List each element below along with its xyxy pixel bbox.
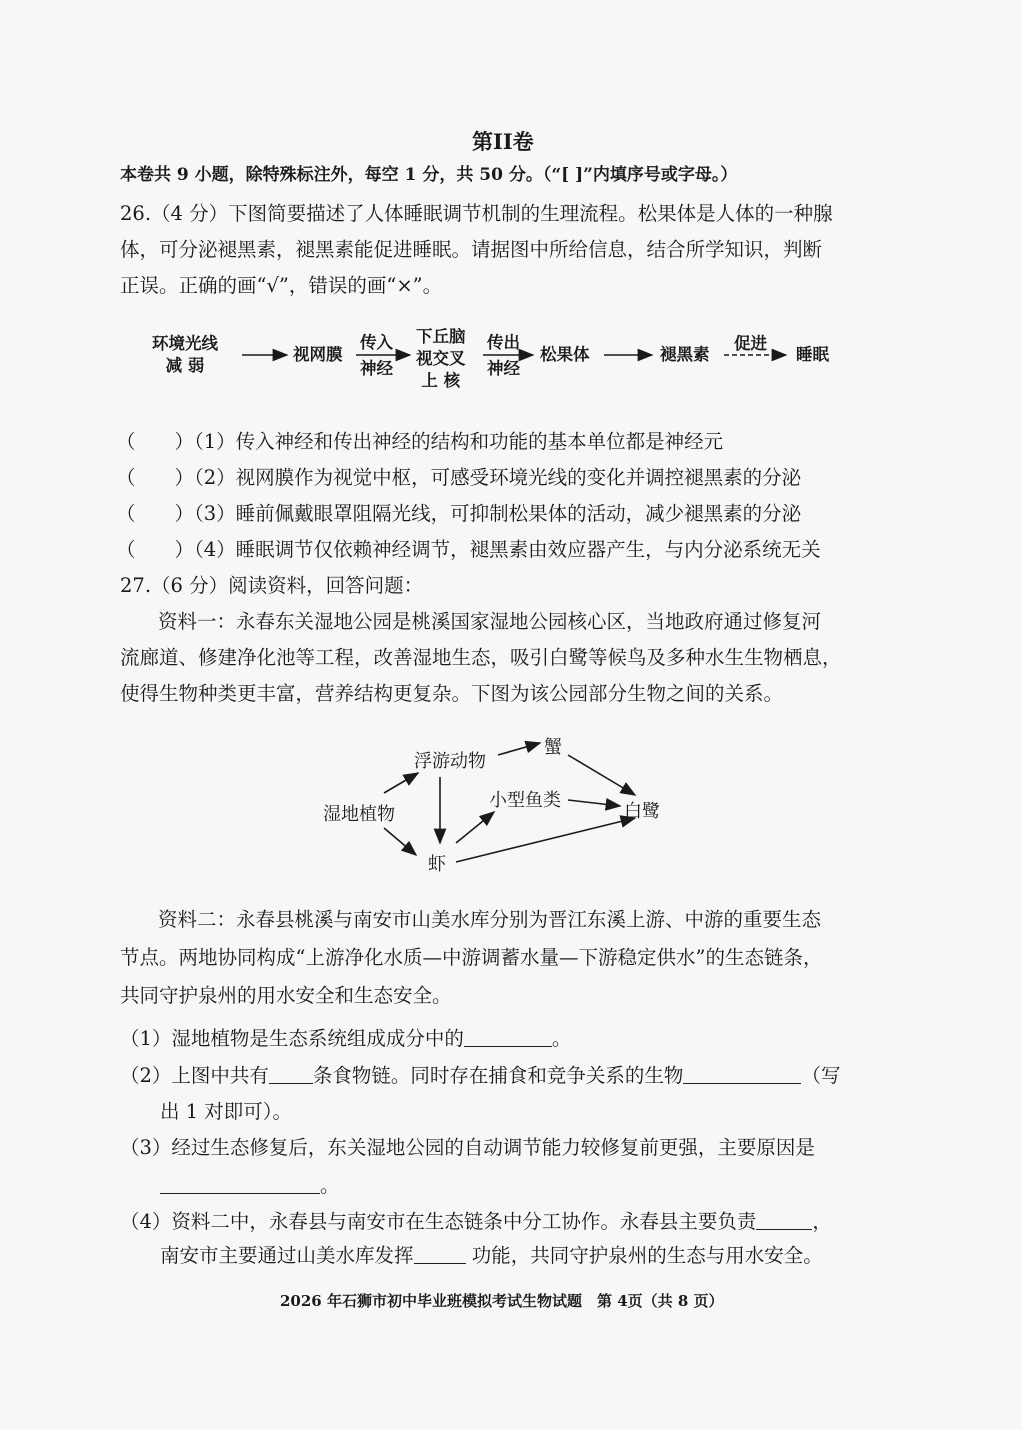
answer-paren[interactable]: （ ）	[116, 538, 195, 561]
fw-zooplankton-crab	[498, 743, 540, 755]
q27-material1-line1: 资料一：永春东关湿地公园是桃溪国家湿地公园核心区，当地政府通过修复河	[158, 610, 822, 633]
q26-item-1-text: （1）传入神经和传出神经的结构和功能的基本单位都是神经元	[194, 430, 724, 453]
page-footer: 2026 年石狮市初中毕业班模拟考试生物试题 第 4页（共 8 页）	[280, 1292, 724, 1310]
q27-sub1	[120, 1023, 571, 1051]
flow-node-retina: 视网膜	[293, 345, 343, 364]
section-title: 第II卷	[472, 129, 534, 154]
q27-material2-line3: 共同守护泉州的用水安全和生态安全。	[120, 984, 452, 1007]
q27-sub3-line2	[160, 1170, 340, 1198]
flow-node-melatonin: 褪黑素	[660, 345, 710, 364]
answer-blank[interactable]	[464, 1028, 552, 1047]
q27-sub4-line2-text: 南安市主要通过山美水库发挥	[160, 1244, 414, 1267]
flow-edge-efferent-line2: 神经	[487, 359, 520, 378]
flow-edge-afferent-nerve	[360, 332, 393, 380]
q27-sub4-line1	[120, 1206, 832, 1234]
flow-node-sleep: 睡眠	[796, 345, 829, 364]
flow-node-hypothalamus-line3: 上 核	[421, 371, 461, 390]
q26-line2: 体，可分泌褪黑素，褪黑素能促进睡眠。请据图中所给信息，结合所学知识，判断	[120, 238, 823, 261]
fw-node-fish: 小型鱼类	[489, 790, 561, 811]
fw-fish-egret	[568, 800, 620, 806]
flow-node-hypothalamus-line1: 下丘脑	[416, 327, 466, 346]
q26-item-4-text: （4）睡眠调节仅依赖神经调节，褪黑素由效应器产生，与内分泌系统无关	[194, 538, 821, 561]
fw-plant-zooplankton	[384, 773, 418, 793]
q27-sub4-line2-end: 功能，共同守护泉州的生态与用水安全。	[465, 1244, 823, 1267]
q27-material1-line2: 流廊道、修建净化池等工程，改善湿地生态，吸引白鹭等候鸟及多种水生生物栖息，	[120, 646, 842, 669]
q27-material1-line3: 使得生物种类更丰富，营养结构更复杂。下图为该公园部分生物之间的关系。	[120, 682, 784, 705]
fw-node-plant: 湿地植物	[323, 804, 395, 825]
flow-node-pineal: 松果体	[540, 345, 590, 364]
flow-edge-afferent-line2: 神经	[360, 359, 393, 378]
answer-blank[interactable]	[414, 1245, 466, 1264]
q27-sub2-mid: 条食物链。同时存在捕食和竞争关系的生物	[312, 1064, 684, 1087]
flow-edge-afferent-line1: 传入	[360, 333, 393, 352]
q26-item-4	[116, 534, 821, 562]
flow-node-hypothalamus	[416, 326, 466, 392]
flow-edge-efferent-nerve	[487, 332, 520, 380]
q27-sub1-end: 。	[551, 1027, 572, 1050]
q27-sub2-end: （写	[801, 1064, 841, 1087]
answer-paren[interactable]: （ ）	[116, 430, 195, 453]
fw-node-crab: 蟹	[544, 737, 562, 758]
q27-sub4-line2	[160, 1240, 823, 1268]
answer-paren[interactable]: （ ）	[116, 466, 195, 489]
q26-line3: 正误。正确的画“√”，错误的画“×”。	[120, 274, 443, 297]
fw-node-egret: 白鹭	[624, 801, 660, 822]
answer-blank[interactable]	[269, 1065, 313, 1084]
fw-shrimp-fish	[456, 812, 494, 843]
q27-material2-line1: 资料二：永春县桃溪与南安市山美水库分别为晋江东溪上游、中游的重要生态	[158, 908, 822, 931]
q27-intro: 27.（6 分）阅读资料，回答问题：	[120, 574, 424, 597]
q26-item-1	[116, 426, 723, 454]
flow-edge-efferent-line1: 传出	[487, 333, 520, 352]
flow-node-light-line2: 减 弱	[165, 356, 205, 375]
q26-item-2-text: （2）视网膜作为视觉中枢，可感受环境光线的变化并调控褪黑素的分泌	[194, 466, 802, 489]
q27-sub3-line1: （3）经过生态修复后，东关湿地公园的自动调节能力较修复前更强，主要原因是	[120, 1136, 815, 1159]
q26-item-3	[116, 498, 801, 526]
fw-plant-shrimp	[384, 828, 416, 855]
answer-blank[interactable]	[756, 1211, 812, 1230]
q27-sub1-text: （1）湿地植物是生态系统组成成分中的	[120, 1027, 464, 1050]
section-instructions: 本卷共 9 小题，除特殊标注外，每空 1 分，共 50 分。（“[ ]”内填序号或字母。）	[120, 165, 738, 185]
answer-paren[interactable]: （ ）	[116, 502, 195, 525]
q27-sub2	[120, 1060, 840, 1088]
fw-crab-egret	[568, 755, 635, 795]
fw-node-shrimp: 虾	[428, 854, 446, 875]
answer-blank[interactable]	[683, 1065, 801, 1084]
q27-sub2-line2: 出 1 对即可）。	[160, 1100, 293, 1123]
q27-sub4-end: ，	[812, 1210, 832, 1233]
answer-blank[interactable]	[160, 1175, 320, 1194]
q27-sub4-text: （4）资料二中，永春县与南安市在生态链条中分工协作。永春县主要负责	[120, 1210, 757, 1233]
fw-shrimp-egret	[456, 818, 635, 862]
q26-item-3-text: （3）睡前佩戴眼罩阻隔光线，可抑制松果体的活动，减少褪黑素的分泌	[194, 502, 802, 525]
q27-material2-line2: 节点。两地协同构成“上游净化水质—中游调蓄水量—下游稳定供水”的生态链条，	[120, 946, 823, 969]
q26-item-2	[116, 462, 801, 490]
q27-sub2-text: （2）上图中共有	[120, 1064, 269, 1087]
flow-node-hypothalamus-line2: 视交叉	[416, 349, 466, 368]
flow-node-light	[152, 333, 218, 377]
q27-sub3-end: 。	[320, 1174, 340, 1197]
flow-edge-promote: 促进	[734, 334, 767, 353]
flow-node-light-line1: 环境光线	[152, 334, 218, 353]
q26-line1: 26.（4 分）下图简要描述了人体睡眠调节机制的生理流程。松果体是人体的一种腺	[120, 202, 833, 225]
fw-node-zooplankton: 浮游动物	[414, 751, 486, 772]
